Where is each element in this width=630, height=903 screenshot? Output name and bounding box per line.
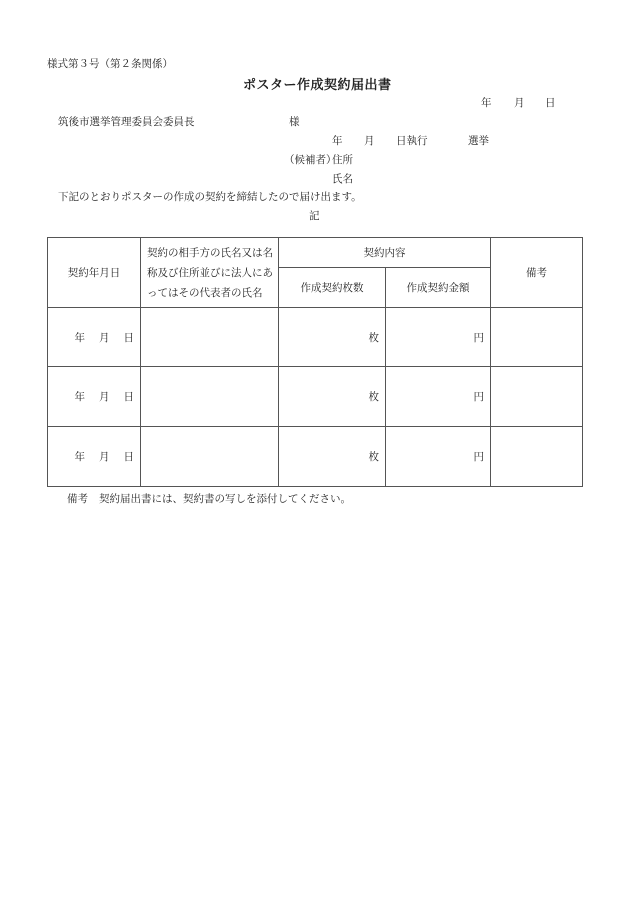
header-contract-date: 契約年月日 [48,238,141,308]
table-row [48,308,583,367]
statement: 下記のとおりポスターの作成の契約を締結したので届け出ます。 [58,191,362,203]
counterparty-cell[interactable] [141,427,279,487]
header-remarks: 備考 [491,238,583,308]
submission-date-day: 日 [545,97,556,109]
remarks-cell[interactable] [491,308,583,367]
header-counterparty-line: 契約の相手方の氏名又は名 [147,246,273,259]
day-label: 日 [123,391,134,403]
table-row [48,427,583,487]
contract-table [47,237,583,487]
counterparty-cell[interactable] [141,308,279,367]
year-label: 年 [74,331,85,344]
amount-cell[interactable]: 円 [386,308,491,367]
counterparty-cell[interactable] [141,367,279,427]
contract-date-cell[interactable] [48,308,141,367]
election-day-executed: 日執行 [396,135,428,147]
note-label: 備考 [67,493,88,505]
quantity-cell[interactable]: 枚 [279,367,386,427]
month-label: 月 [99,331,110,344]
day-label: 日 [123,331,134,344]
contract-date-cell[interactable] [48,427,141,487]
quantity-cell[interactable]: 枚 [279,308,386,367]
month-label: 月 [99,391,110,403]
header-counterparty [141,238,279,308]
addressee-honorific: 様 [289,116,300,128]
month-label: 月 [99,451,110,463]
table-row [48,367,583,427]
year-label: 年 [74,451,85,463]
remarks-cell[interactable] [491,367,583,427]
election-year: 年 [332,135,343,147]
remarks-cell[interactable] [491,427,583,487]
day-label: 日 [123,451,134,463]
header-quantity: 作成契約枚数 [279,268,386,308]
candidate-name-label: 氏名 [332,173,353,185]
header-contract-content: 契約内容 [279,238,491,268]
addressee-name: 筑後市選挙管理委員会委員長 [58,116,195,128]
amount-cell[interactable]: 円 [386,367,491,427]
form-number: 様式第３号（第２条関係） [47,58,173,70]
election-month: 月 [364,135,375,147]
contract-date-cell[interactable] [48,367,141,427]
amount-cell[interactable]: 円 [386,427,491,487]
header-counterparty-line: 称及び住所並びに法人にあ [147,266,273,279]
election-name: 選挙 [468,135,489,147]
submission-date-year: 年 [481,97,492,109]
header-counterparty-line: ってはその代表者の氏名 [147,286,263,299]
quantity-cell[interactable]: 枚 [279,427,386,487]
candidate-address-label: 住所 [332,154,353,166]
year-label: 年 [74,391,85,403]
note-text: 契約届出書には、契約書の写しを添付してください。 [99,493,351,505]
submission-date-month: 月 [514,97,525,109]
ki-heading: 記 [309,210,320,222]
header-amount: 作成契約金額 [386,268,491,308]
candidate-label: （候補者） [284,154,337,166]
document-title: ポスター作成契約届出書 [243,78,392,93]
